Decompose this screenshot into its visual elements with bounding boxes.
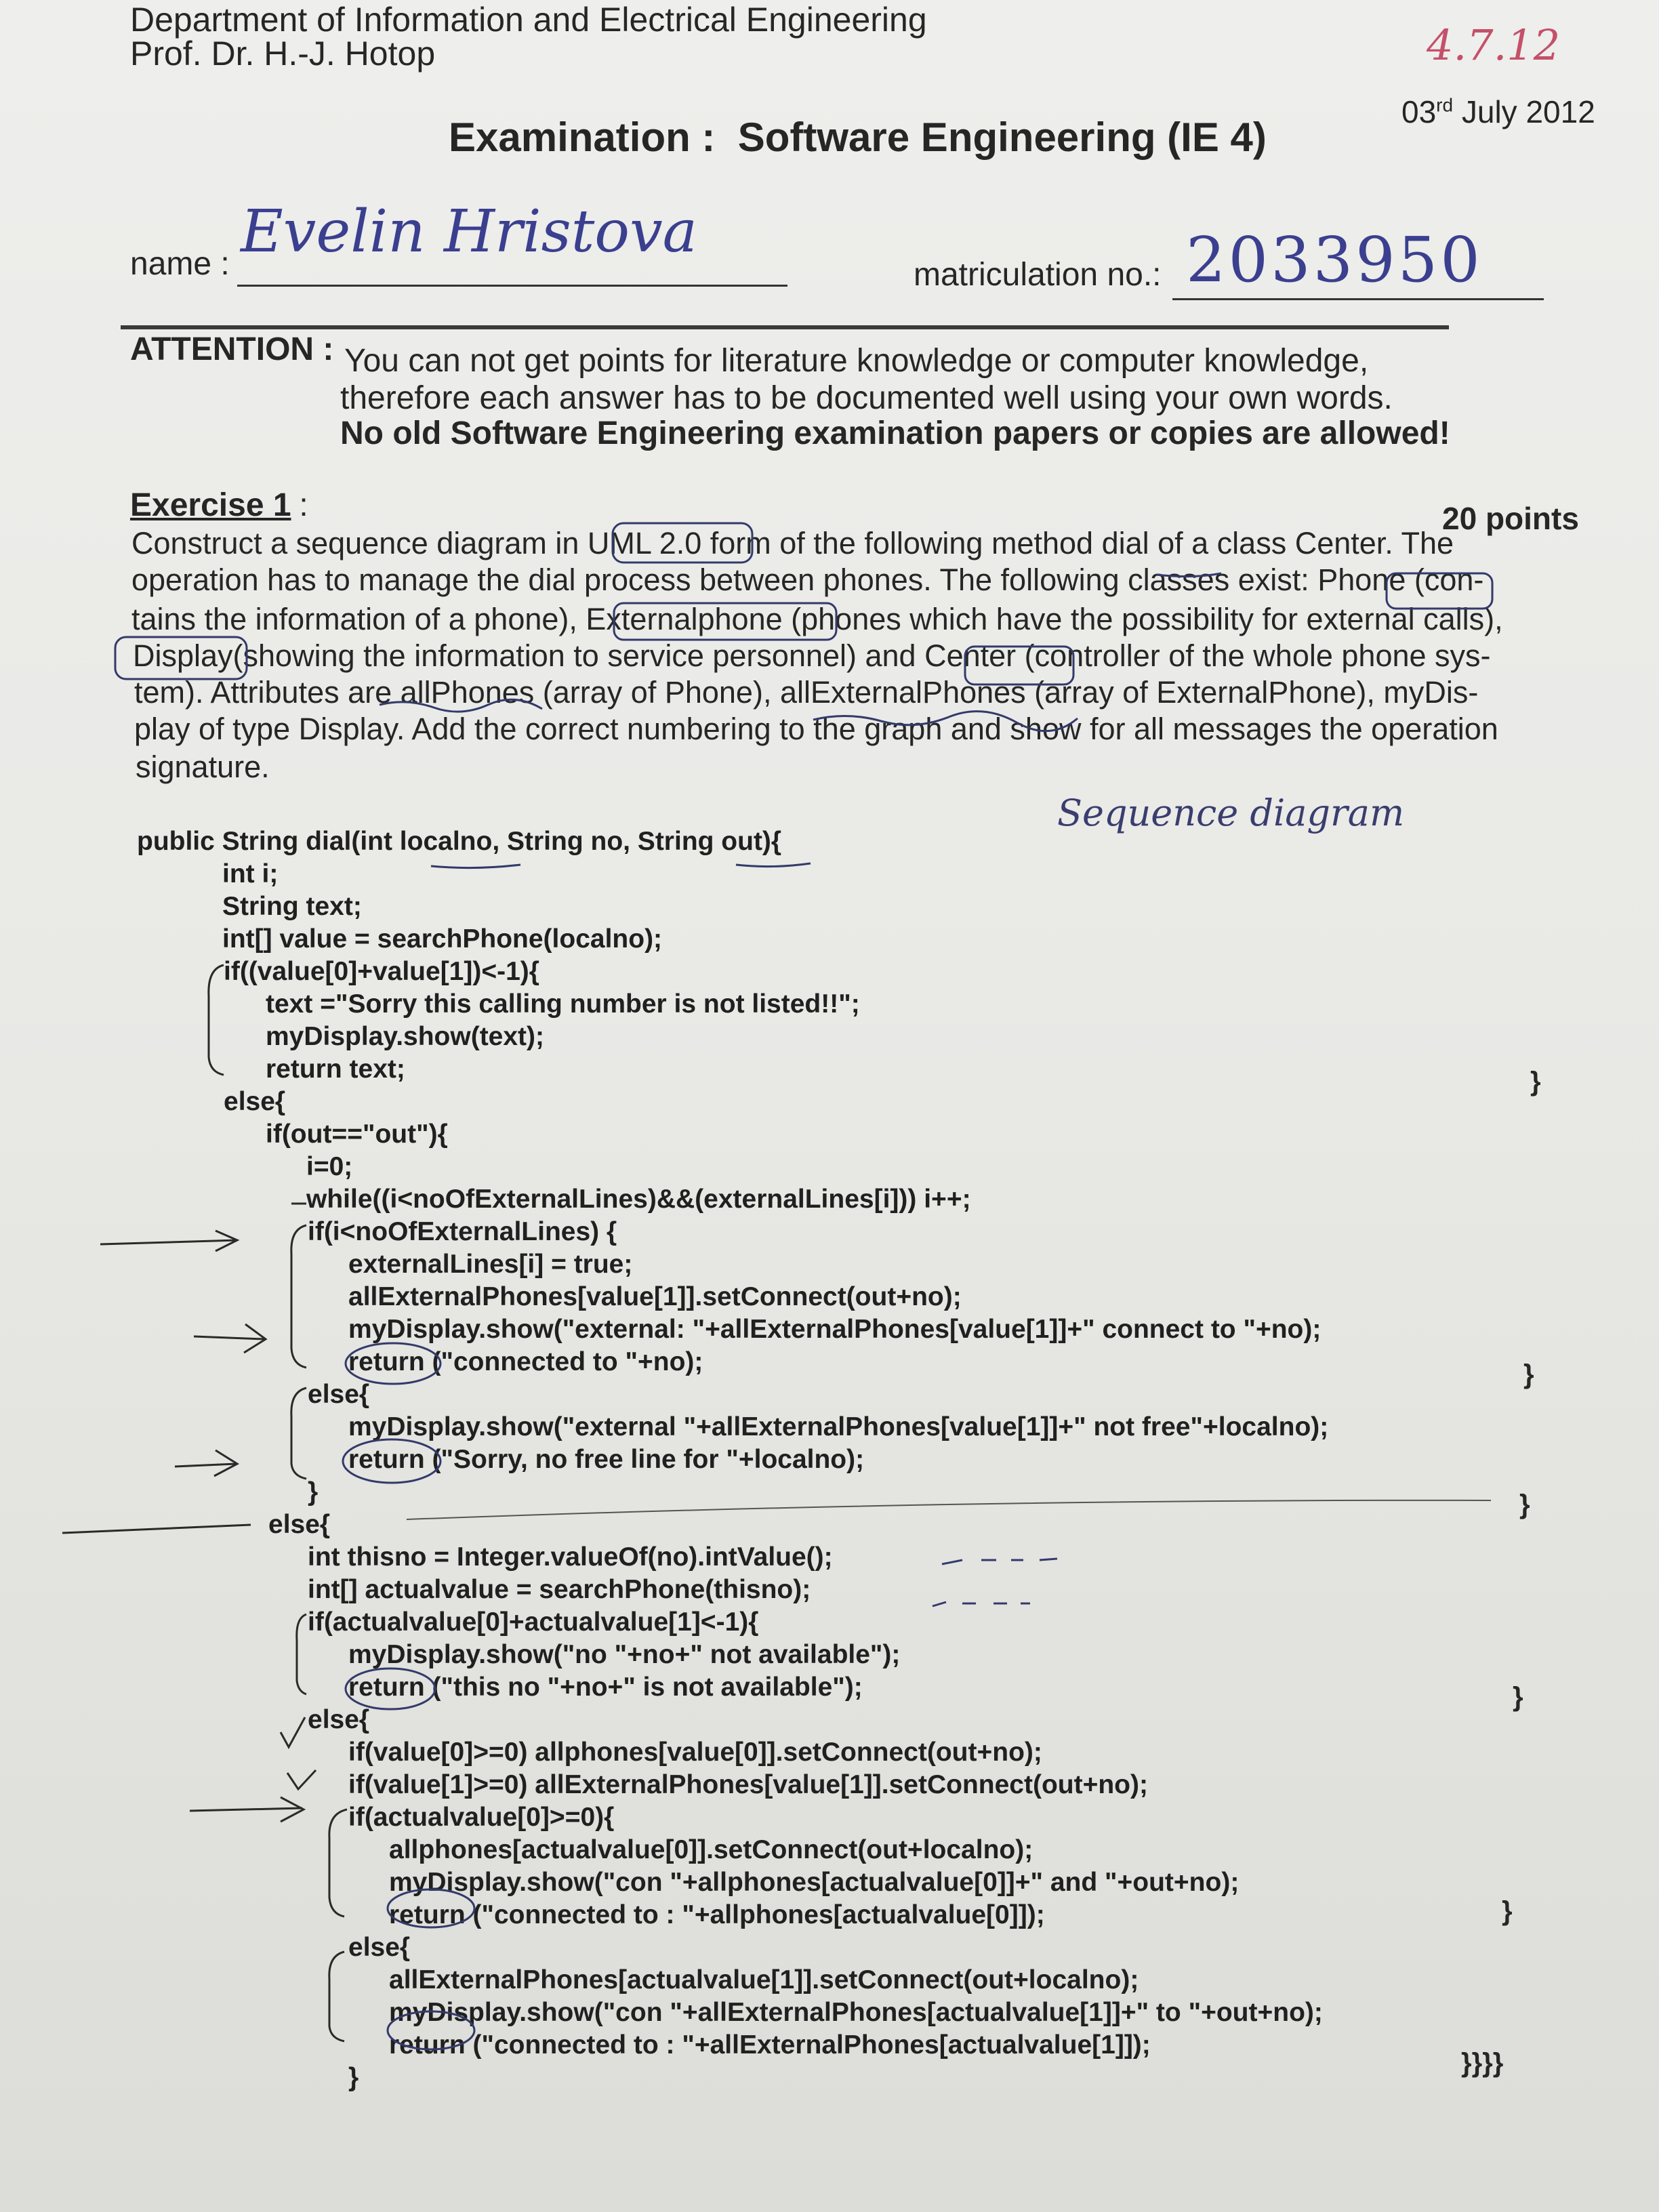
pen-box-externalphone	[614, 603, 836, 640]
code-line: myDisplay.show("external: "+allExternalPhones[value[1]]+" connect to "+no);	[348, 1315, 1322, 1344]
pen-bracket	[329, 1952, 344, 2041]
code-line: }	[348, 2063, 359, 2092]
description-line: Display(showing the information to service personnel) and Center (controller of the whole phone sys-	[133, 638, 1491, 673]
department-line: Department of Information and Electrical Engineering	[130, 1, 927, 39]
closing-brace: }	[1513, 1682, 1523, 1712]
exercise-heading-colon: :	[290, 487, 308, 523]
code-line: public String dial(int localno, String no, String out){	[137, 827, 782, 856]
description-line: operation has to manage the dial process between phones. The following classes exist: Phone (con-	[131, 562, 1484, 597]
pen-bracket	[291, 1388, 306, 1479]
professor-line: Prof. Dr. H.-J. Hotop	[130, 35, 436, 73]
check-icon	[281, 1717, 305, 1747]
pen-circle-return	[388, 1889, 474, 1927]
description-line: signature.	[136, 750, 270, 784]
code-line: text ="Sorry this calling number is not listed!!";	[266, 989, 860, 1019]
code-line: int thisno = Integer.valueOf(no).intValue();	[308, 1542, 833, 1572]
code-line: if(actualvalue[0]+actualvalue[1]<-1){	[308, 1607, 759, 1637]
arrow-icon	[190, 1797, 304, 1822]
attention-line-3: No old Software Engineering examination papers or copies are allowed!	[340, 415, 1450, 451]
pen-box-display	[115, 637, 247, 679]
matriculation-label: matriculation no.:	[914, 257, 1162, 293]
code-line: myDisplay.show("no "+no+" not available");	[348, 1640, 901, 1669]
pen-circle-return	[346, 1343, 441, 1384]
closing-brace: }	[1519, 1490, 1530, 1519]
exam-date: 03rd July 2012	[1401, 94, 1595, 129]
pen-box-phone	[1387, 573, 1492, 609]
description-line: play of type Display. Add the correct numbering to the graph and show for all messages the operation	[134, 712, 1498, 746]
code-line: allExternalPhones[value[1]].setConnect(out+no);	[348, 1282, 962, 1311]
code-line: String text;	[222, 892, 362, 921]
arrow-icon	[175, 1450, 237, 1476]
name-value: Evelin Hristova	[241, 198, 697, 266]
pen-bracket	[297, 1614, 306, 1694]
attention-line-2: therefore each answer has to be documented well using your own words.	[340, 380, 1393, 416]
code-line: int[] actualvalue = searchPhone(thisno);	[308, 1575, 811, 1604]
arrow-icon	[100, 1231, 237, 1251]
code-line: return ("connected to : "+allExternalPhones[actualvalue[1]]);	[389, 2030, 1151, 2060]
code-line: int i;	[222, 859, 279, 888]
pen-underline-out	[736, 863, 811, 867]
pen-circle-return	[343, 1439, 441, 1483]
code-line: myDisplay.show("con "+allphones[actualvalue[0]]+" and "+out+no);	[389, 1868, 1240, 1897]
pen-dash	[942, 1559, 1057, 1564]
pen-circle-return	[388, 2011, 474, 2049]
handwritten-date: 4.7.12	[1427, 20, 1561, 70]
description-line: tem). Attributes are allPhones (array of Phone), allExternalPhones (array of ExternalPhone), myDis-	[134, 675, 1479, 710]
code-line: else{	[348, 1933, 411, 1962]
name-label: name :	[130, 246, 230, 282]
pen-line	[407, 1500, 1491, 1519]
code-line: externalLines[i] = true;	[348, 1250, 633, 1279]
code-line: else{	[224, 1087, 286, 1116]
matriculation-value: 2033950	[1186, 224, 1483, 296]
pen-wave-allexternalphones	[813, 712, 1078, 731]
pen-bracket	[329, 1809, 347, 1917]
code-line: myDisplay.show("con "+allExternalPhones[actualvalue[1]]+" to "+out+no);	[389, 1998, 1323, 2027]
pen-circle-return	[346, 1668, 435, 1709]
closing-brace: }	[1523, 1359, 1534, 1389]
closing-brace: }}}}	[1461, 2048, 1504, 2078]
code-line: return ("this no "+no+" is not available");	[348, 1673, 863, 1702]
code-line: myDisplay.show("external "+allExternalPhones[value[1]]+" not free"+localno);	[348, 1412, 1329, 1441]
exercise-heading: Exercise 1	[130, 487, 291, 523]
code-line: else{	[268, 1510, 331, 1539]
pen-underline-dial	[1156, 573, 1221, 577]
code-line: if(actualvalue[0]>=0){	[348, 1803, 615, 1832]
description-line: Construct a sequence diagram in UML 2.0 form of the following method dial of a class Center. The	[131, 526, 1454, 560]
pen-wave-allphones	[380, 699, 542, 712]
margin-note-sequence-diagram: Sequence diagram	[1057, 792, 1405, 834]
description-line: tains the information of a phone), Externalphone (phones which have the possibility for external calls),	[131, 602, 1503, 636]
exercise-points: 20 points	[1442, 501, 1579, 536]
pen-bracket	[209, 965, 224, 1075]
code-line: if((value[0]+value[1])<-1){	[224, 957, 539, 986]
code-line: allExternalPhones[actualvalue[1]].setConnect(out+localno);	[389, 1965, 1139, 1994]
code-line: return ("connected to "+no);	[348, 1347, 703, 1376]
code-line: else{	[308, 1380, 370, 1409]
code-line: return text;	[266, 1054, 405, 1084]
code-line: myDisplay.show(text);	[266, 1022, 545, 1051]
arrow-icon	[194, 1324, 266, 1353]
code-line: if(value[0]>=0) allphones[value[0]].setConnect(out+no);	[348, 1738, 1042, 1767]
code-line: return ("connected to : "+allphones[actualvalue[0]]);	[389, 1900, 1045, 1929]
closing-brace: }	[1530, 1067, 1541, 1097]
check-icon	[287, 1770, 316, 1789]
code-line: else{	[308, 1705, 370, 1734]
code-line: if(i<noOfExternalLines) {	[308, 1217, 617, 1246]
pen-line	[62, 1525, 251, 1533]
closing-brace: }	[1502, 1896, 1513, 1926]
code-line: while((i<noOfExternalLines)&&(externalLines[i])) i++;	[306, 1185, 971, 1214]
code-line: }	[308, 1477, 319, 1507]
exam-title: Examination : Software Engineering (IE 4)	[449, 115, 1267, 160]
code-line: if(value[1]>=0) allExternalPhones[value[1]].setConnect(out+no);	[348, 1770, 1148, 1799]
code-line: allphones[actualvalue[0]].setConnect(out+localno);	[389, 1835, 1033, 1864]
pen-box-center	[965, 647, 1073, 684]
pen-box-uml	[613, 523, 752, 562]
code-line: int[] value = searchPhone(localno);	[222, 924, 663, 954]
attention-line-1: You can not get points for literature knowledge or computer knowledge,	[344, 343, 1369, 379]
pen-dash	[933, 1602, 1030, 1606]
pen-underline-localno	[431, 865, 520, 868]
code-line: return ("Sorry, no free line for "+localno);	[348, 1445, 865, 1474]
code-line: if(out=="out"){	[266, 1120, 448, 1149]
attention-label: ATTENTION :	[130, 331, 334, 367]
pen-bracket	[291, 1225, 306, 1368]
code-line: i=0;	[306, 1152, 353, 1181]
